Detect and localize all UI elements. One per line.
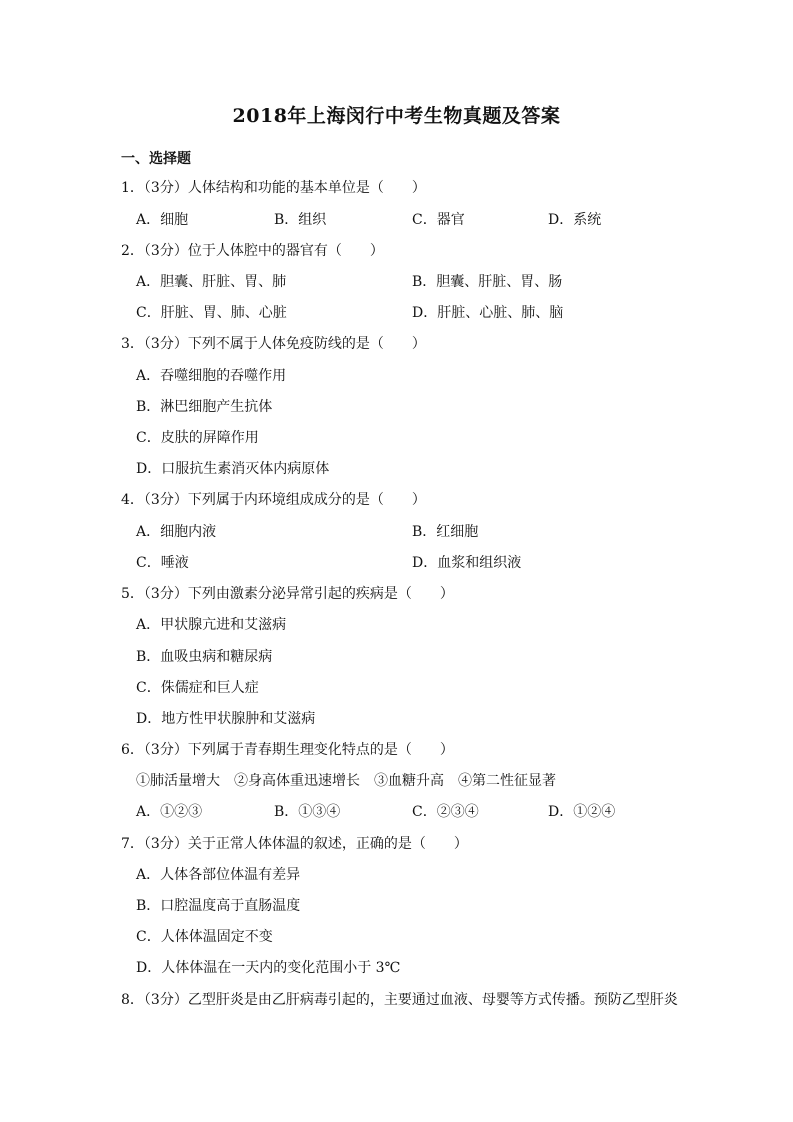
question-6-items: ①肺活量增大 ②身高体重迅速增长 ③血糖升高 ④第二性征显著 xyxy=(136,773,556,789)
question-3-option-c: C．皮肤的屏障作用 xyxy=(136,430,259,446)
question-3-option-d: D．口服抗生素消灭体内病原体 xyxy=(136,461,330,477)
question-3-option-a: A．吞噬细胞的吞噬作用 xyxy=(136,368,287,384)
document-title: 2018年上海闵行中考生物真题及答案 xyxy=(232,105,561,127)
section-heading: 一、选择题 xyxy=(121,151,191,167)
question-1-option-d: D．系统 xyxy=(548,212,602,228)
question-6-option-c: C．②③④ xyxy=(412,804,479,820)
question-1-stem: 1．（3分）人体结构和功能的基本单位是（ ） xyxy=(121,180,426,196)
question-5-option-b: B．血吸虫病和糖尿病 xyxy=(136,649,273,665)
question-5-option-d: D．地方性甲状腺肿和艾滋病 xyxy=(136,711,316,727)
question-4-stem: 4．（3分）下列属于内环境组成成分的是（ ） xyxy=(121,492,426,508)
question-4-option-d: D．血浆和组织液 xyxy=(412,555,522,571)
question-5-option-c: C．侏儒症和巨人症 xyxy=(136,680,259,696)
question-5-stem: 5．（3分）下列由激素分泌异常引起的疾病是（ ） xyxy=(121,586,454,602)
question-7-option-d: D．人体体温在一天内的变化范围小于 3℃ xyxy=(136,960,401,976)
question-7-stem: 7．（3分）关于正常人体体温的叙述，正确的是（ ） xyxy=(121,836,468,852)
question-6-stem: 6．（3分）下列属于青春期生理变化特点的是（ ） xyxy=(121,742,454,758)
question-4-option-a: A．细胞内液 xyxy=(136,524,217,540)
question-2-option-b: B．胆囊、肝脏、胃、肠 xyxy=(412,274,563,290)
question-7-option-b: B．口腔温度高于直肠温度 xyxy=(136,898,301,914)
question-2-option-c: C．肝脏、胃、肺、心脏 xyxy=(136,305,287,321)
question-5-option-a: A．甲状腺亢进和艾滋病 xyxy=(136,617,287,633)
question-4-option-b: B．红细胞 xyxy=(412,524,479,540)
question-1-option-b: B．组织 xyxy=(274,212,327,228)
question-6-option-b: B．①③④ xyxy=(274,804,341,820)
question-4-option-c: C．唾液 xyxy=(136,555,189,571)
question-7-option-a: A．人体各部位体温有差异 xyxy=(136,867,301,883)
question-2-stem: 2．（3分）位于人体腔中的器官有（ ） xyxy=(121,243,384,259)
question-1-option-c: C．器官 xyxy=(412,212,465,228)
question-1-option-a: A．细胞 xyxy=(136,212,189,228)
question-2-option-d: D．肝脏、心脏、肺、脑 xyxy=(412,305,564,321)
question-6-option-d: D．①②④ xyxy=(548,804,616,820)
question-3-option-b: B．淋巴细胞产生抗体 xyxy=(136,399,273,415)
question-2-option-a: A．胆囊、肝脏、胃、肺 xyxy=(136,274,287,290)
question-3-stem: 3．（3分）下列不属于人体免疫防线的是（ ） xyxy=(121,336,426,352)
question-8-stem: 8．（3分）乙型肝炎是由乙肝病毒引起的，主要通过血液、母婴等方式传播。预防乙型肝炎 xyxy=(121,992,678,1008)
question-6-option-a: A．①②③ xyxy=(136,804,203,820)
question-7-option-c: C．人体体温固定不变 xyxy=(136,929,273,945)
